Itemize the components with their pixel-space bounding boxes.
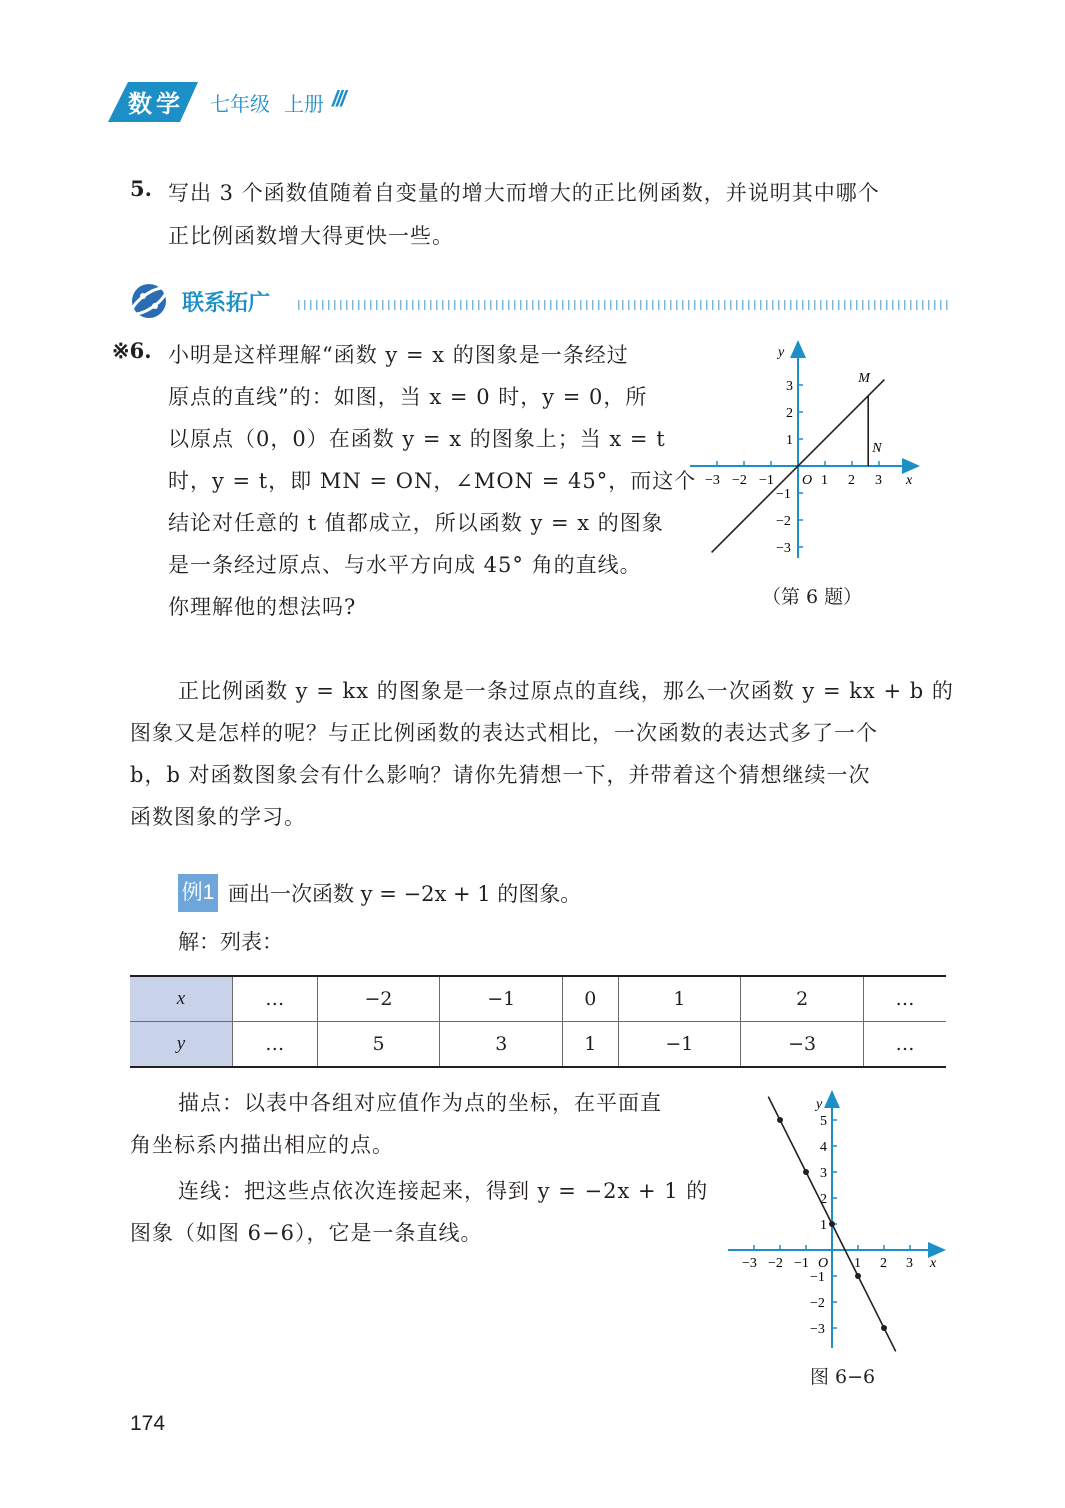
plot-step-line-1: 描点：以表中各组对应值作为点的坐标，在平面直 [178, 1091, 662, 1115]
y-axis-label: y [816, 1097, 823, 1112]
connect-step-line-2: 图象（如图 6−6），它是一条直线。 [130, 1221, 483, 1245]
x-tick-label: 3 [875, 473, 882, 488]
connect-step-line-1: 连线：把这些点依次连接起来，得到 y = −2x + 1 的 [178, 1179, 709, 1203]
table-cell: 3 [440, 1022, 563, 1068]
question-6-line-5: 结论对任意的 t 值都成立，所以函数 y = x 的图象 [168, 511, 664, 535]
x-tick-label: −1 [794, 1256, 809, 1271]
y-tick-label: −2 [810, 1296, 825, 1311]
y-tick-label: 2 [820, 1192, 827, 1207]
intro-line-3: b，b 对函数图象会有什么影响？请你先猜想一下，并带着这个猜想继续一次 [130, 763, 871, 787]
x-tick-label: −1 [759, 473, 774, 488]
y-axis-label: y [778, 345, 785, 360]
origin-label: O [802, 473, 813, 488]
intro-line-4: 函数图象的学习。 [130, 805, 306, 829]
x-tick-label: −3 [742, 1256, 757, 1271]
x-tick-label: 3 [906, 1256, 913, 1271]
page-number: 174 [130, 1412, 166, 1435]
question-5-line-1: 写出 3 个函数值随着自变量的增大而增大的正比例函数，并说明其中哪个 [168, 181, 880, 205]
figure-6-coordinate-plane [680, 336, 930, 561]
x-tick-label: −3 [705, 473, 720, 488]
question-5-line-2: 正比例函数增大得更快一些。 [168, 224, 454, 248]
y-tick-label: 3 [786, 379, 793, 394]
header-grade: 七年级 [210, 94, 270, 116]
table-row [130, 1022, 946, 1068]
y-tick-label: 4 [820, 1140, 827, 1155]
question-6-line-4: 时，y = t，即 MN = ON，∠MON = 45°，而这个 [168, 469, 697, 493]
x-tick-label: 2 [848, 473, 855, 488]
y-tick-label: 1 [786, 433, 793, 448]
table-cell: y [130, 1022, 233, 1068]
y-tick-label: −1 [810, 1270, 825, 1285]
tick-marks [742, 1114, 913, 1337]
table-cell: … [233, 976, 318, 1022]
table-cell: 2 [741, 976, 864, 1022]
extension-title: 联系拓广 [182, 290, 271, 315]
table-cell: 1 [563, 1022, 618, 1068]
table-cell: x [130, 976, 233, 1022]
question-5-number: 5. [130, 176, 152, 201]
table-cell: −3 [741, 1022, 864, 1068]
intro-line-1: 正比例函数 y = kx 的图象是一条过原点的直线，那么一次函数 y = kx + b 的 [178, 679, 954, 703]
table-cell: … [233, 1022, 318, 1068]
question-6-line-7: 你理解他的想法吗? [168, 595, 357, 619]
header-volume: 上册 [284, 94, 324, 116]
question-6-line-2: 原点的直线”的：如图，当 x = 0 时，y = 0，所 [168, 385, 648, 409]
extension-divider [298, 298, 948, 312]
x-tick-label: −2 [768, 1256, 783, 1271]
example-badge: 例1 [178, 874, 218, 912]
point-n-label: N [872, 441, 882, 456]
header-subject: 数学 [128, 91, 184, 118]
solution-label: 解：列表： [178, 930, 283, 954]
x-tick-label: 1 [854, 1256, 861, 1271]
table-cell: 0 [563, 976, 618, 1022]
y-tick-label: 1 [820, 1218, 827, 1233]
values-table [130, 975, 946, 1068]
x-axis-label: x [906, 473, 913, 488]
figure-6-6-coordinate-plane [724, 1088, 952, 1356]
table-cell: −1 [440, 976, 563, 1022]
tick-marks [705, 379, 882, 556]
table-cell: −1 [618, 1022, 741, 1068]
header-slash-decoration: /// [332, 86, 345, 111]
table-cell: … [864, 1022, 947, 1068]
question-6-number: ※6. [112, 338, 152, 363]
table-row [130, 976, 946, 1022]
question-6-line-3: 以原点（0，0）在函数 y = x 的图象上；当 x = t [168, 427, 666, 451]
table-cell: 5 [317, 1022, 440, 1068]
table-cell: 1 [618, 976, 741, 1022]
figure-6-6-caption: 图 6−6 [810, 1366, 876, 1388]
example-text: 画出一次函数 y = −2x + 1 的图象。 [228, 882, 582, 906]
x-tick-label: 2 [880, 1256, 887, 1271]
origin-label: O [818, 1256, 829, 1271]
intro-line-2: 图象又是怎样的呢？与正比例函数的表达式相比，一次函数的表达式多了一个 [130, 721, 878, 745]
y-tick-label: −2 [776, 514, 791, 529]
data-point [829, 1221, 835, 1227]
y-tick-label: 3 [820, 1166, 827, 1181]
y-tick-label: 2 [786, 406, 793, 421]
pencil-ruler-icon [130, 282, 168, 320]
figure-6-caption: （第 6 题） [762, 586, 863, 608]
y-tick-label: −1 [776, 487, 791, 502]
x-tick-label: −2 [732, 473, 747, 488]
y-tick-label: 5 [820, 1114, 827, 1129]
x-axis-label: x [930, 1256, 937, 1271]
y-tick-label: −3 [776, 541, 791, 556]
data-point [803, 1169, 809, 1175]
data-point [855, 1273, 861, 1279]
question-6-line-1: 小明是这样理解“函数 y = x 的图象是一条经过 [168, 343, 629, 367]
data-point [881, 1325, 887, 1331]
plot-step-line-2: 角坐标系内描出相应的点。 [130, 1133, 394, 1157]
question-6-line-6: 是一条经过原点、与水平方向成 45° 角的直线。 [168, 553, 642, 577]
x-tick-label: 1 [821, 473, 828, 488]
table-cell: −2 [317, 976, 440, 1022]
y-tick-label: −3 [810, 1322, 825, 1337]
point-m-label: M [858, 370, 870, 386]
data-point [777, 1117, 783, 1123]
table-cell: … [864, 976, 947, 1022]
